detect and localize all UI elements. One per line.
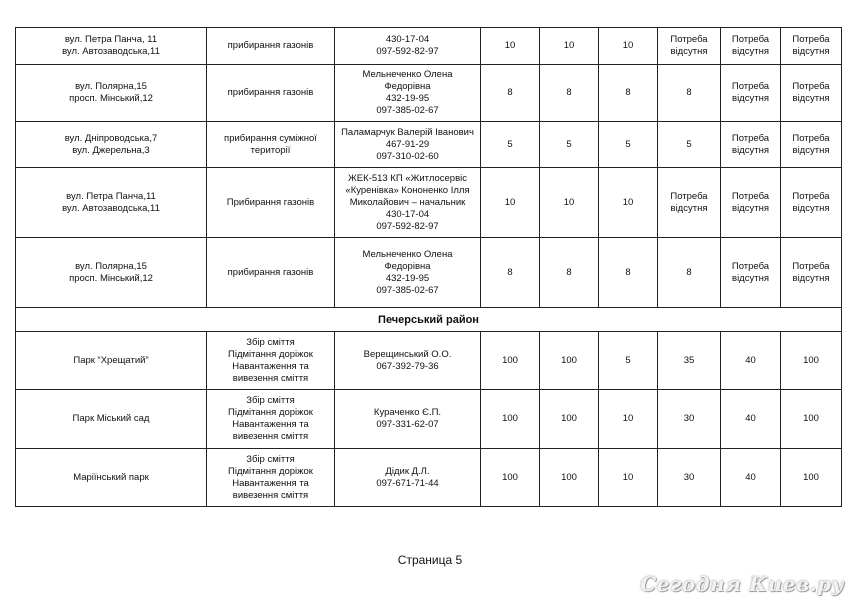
value-cell: 8: [658, 65, 721, 122]
address-cell: вул. Петра Панча, 11 вул. Автозаводська,11: [16, 28, 207, 65]
value-cell: 100: [540, 390, 599, 449]
value-cell: Потреба відсутня: [658, 168, 721, 238]
value-cell: Потреба відсутня: [721, 122, 781, 168]
value-cell: Потреба відсутня: [781, 122, 842, 168]
cleanup-schedule-table: [15, 27, 842, 507]
value-cell: 100: [781, 390, 842, 449]
value-cell: 10: [599, 168, 658, 238]
value-cell: 100: [481, 449, 540, 507]
table-row: [16, 65, 842, 122]
address-cell: Парк Міський сад: [16, 390, 207, 449]
value-cell: Потреба відсутня: [721, 168, 781, 238]
value-cell: 100: [481, 390, 540, 449]
value-cell: 5: [658, 122, 721, 168]
value-cell: 5: [540, 122, 599, 168]
contact-cell: Паламарчук Валерій Іванович 467-91-29 097-310-02-60: [335, 122, 481, 168]
value-cell: 10: [599, 449, 658, 507]
value-cell: 40: [721, 449, 781, 507]
value-cell: 100: [481, 332, 540, 390]
value-cell: 100: [540, 449, 599, 507]
value-cell: 100: [781, 332, 842, 390]
value-cell: 5: [599, 332, 658, 390]
value-cell: 5: [481, 122, 540, 168]
contact-cell: Мельнеченко Олена Федорівна 432-19-95 097-385-02-67: [335, 238, 481, 308]
value-cell: 10: [481, 28, 540, 65]
value-cell: 8: [540, 65, 599, 122]
work-cell: Прибирання газонів: [207, 168, 335, 238]
value-cell: 10: [599, 28, 658, 65]
work-cell: Збір сміття Підмітання доріжок Навантаження та вивезення сміття: [207, 390, 335, 449]
table-row: [16, 238, 842, 308]
work-cell: прибирання суміжної території: [207, 122, 335, 168]
contact-cell: Мельнеченко Олена Федорівна 432-19-95 097-385-02-67: [335, 65, 481, 122]
work-cell: прибирання газонів: [207, 28, 335, 65]
contact-cell: Кураченко Є.П. 097-331-62-07: [335, 390, 481, 449]
value-cell: 8: [658, 238, 721, 308]
contact-cell: 430-17-04 097-592-82-97: [335, 28, 481, 65]
value-cell: 10: [599, 390, 658, 449]
page-number: Страница 5: [397, 553, 463, 567]
value-cell: 35: [658, 332, 721, 390]
work-cell: прибирання газонів: [207, 65, 335, 122]
value-cell: 10: [540, 28, 599, 65]
value-cell: 8: [481, 238, 540, 308]
work-cell: Збір сміття Підмітання доріжок Навантаження та вивезення сміття: [207, 449, 335, 507]
value-cell: 40: [721, 390, 781, 449]
district-title: Печерський район: [16, 308, 842, 332]
value-cell: 5: [599, 122, 658, 168]
value-cell: 100: [781, 449, 842, 507]
value-cell: 30: [658, 449, 721, 507]
value-cell: Потреба відсутня: [721, 28, 781, 65]
address-cell: вул. Полярна,15 просп. Мінський,12: [16, 65, 207, 122]
address-cell: вул. Полярна,15 просп. Мінський,12: [16, 238, 207, 308]
value-cell: Потреба відсутня: [721, 238, 781, 308]
table-row: [16, 122, 842, 168]
address-cell: вул. Петра Панча,11 вул. Автозаводська,11: [16, 168, 207, 238]
value-cell: 100: [540, 332, 599, 390]
address-cell: Маріїнський парк: [16, 449, 207, 507]
value-cell: 8: [481, 65, 540, 122]
site-watermark: Сегодня Киев.ру: [640, 572, 844, 596]
value-cell: Потреба відсутня: [781, 28, 842, 65]
value-cell: 30: [658, 390, 721, 449]
value-cell: 10: [481, 168, 540, 238]
table-row: [16, 28, 842, 65]
table-row: [16, 332, 842, 390]
work-cell: Збір сміття Підмітання доріжок Навантаження та вивезення сміття: [207, 332, 335, 390]
contact-cell: Верещинський О.О. 067-392-79-36: [335, 332, 481, 390]
section-header-row: [16, 308, 842, 332]
address-cell: вул. Дніпроводська,7 вул. Джерельна,3: [16, 122, 207, 168]
value-cell: Потреба відсутня: [781, 238, 842, 308]
value-cell: 40: [721, 332, 781, 390]
contact-cell: ЖЕК-513 КП «Житлосервіс «Куренівка» Кононенко Ілля Миколайович – начальник 430-17-04 097-592-82-97: [335, 168, 481, 238]
value-cell: Потреба відсутня: [781, 65, 842, 122]
value-cell: 8: [599, 238, 658, 308]
value-cell: 8: [540, 238, 599, 308]
value-cell: 10: [540, 168, 599, 238]
address-cell: Парк “Хрещатий”: [16, 332, 207, 390]
table-row: [16, 168, 842, 238]
value-cell: Потреба відсутня: [721, 65, 781, 122]
table-row: [16, 449, 842, 507]
contact-cell: Дідик Д.Л. 097-671-71-44: [335, 449, 481, 507]
value-cell: Потреба відсутня: [658, 28, 721, 65]
value-cell: 8: [599, 65, 658, 122]
work-cell: прибирання газонів: [207, 238, 335, 308]
value-cell: Потреба відсутня: [781, 168, 842, 238]
table-row: [16, 390, 842, 449]
